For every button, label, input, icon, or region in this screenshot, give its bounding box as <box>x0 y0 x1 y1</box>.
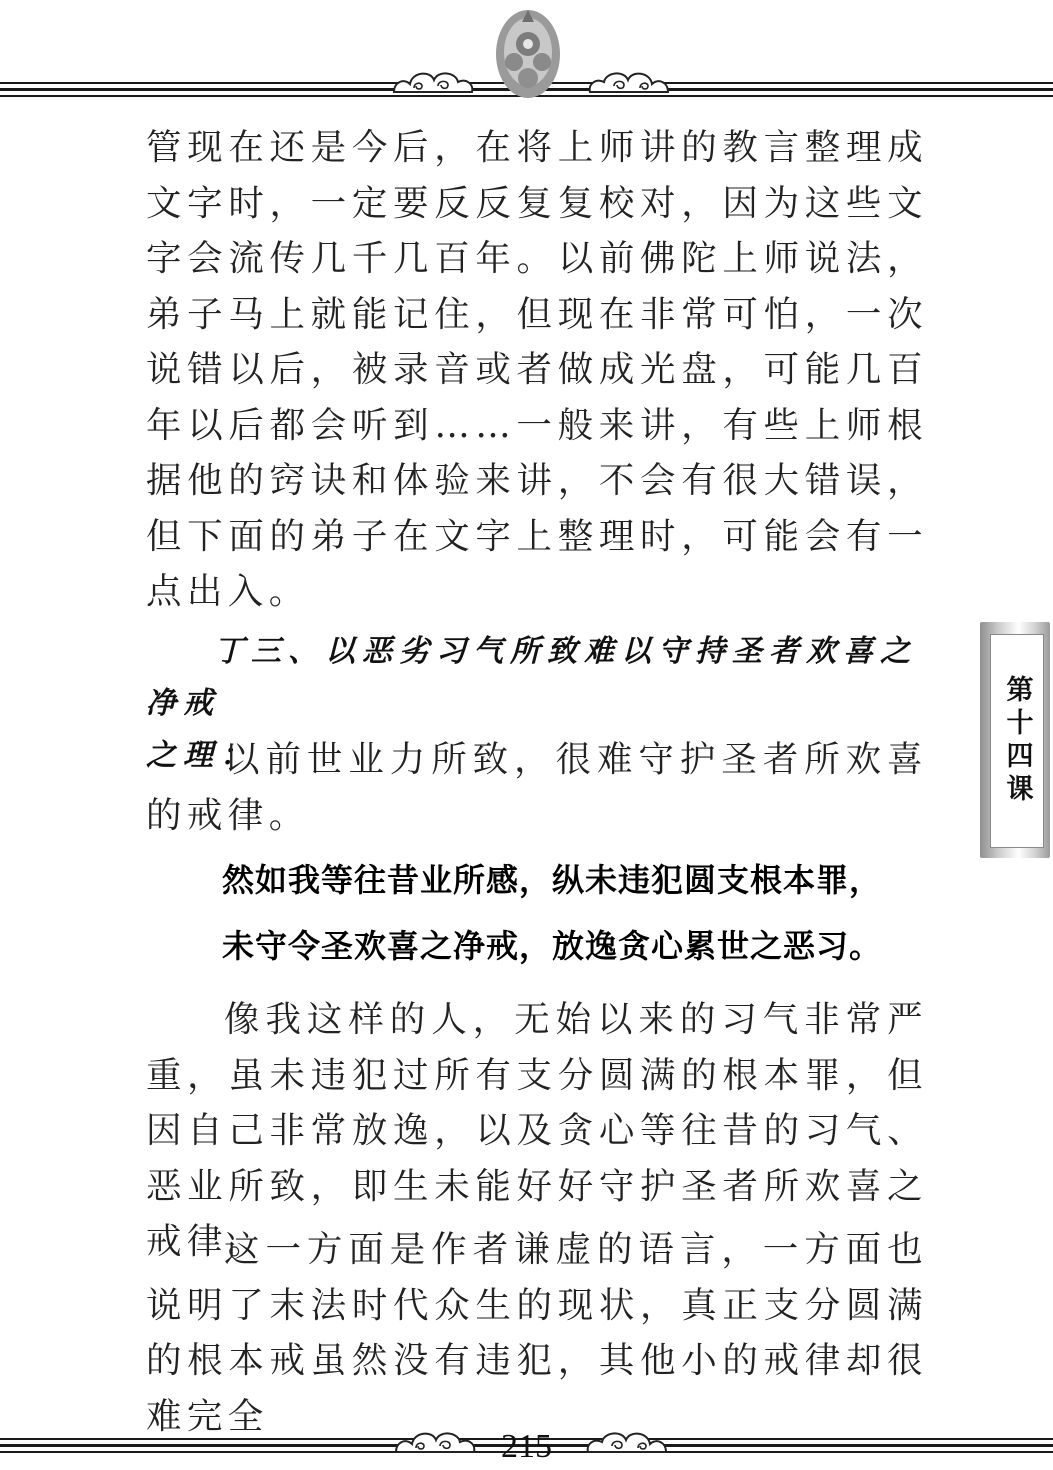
verse-line: 然如我等往昔业所感，纵未违犯圆支根本罪， <box>222 861 883 899</box>
page-number: 215 <box>501 1428 552 1465</box>
body-paragraph: 管现在还是今后，在将上师讲的教言整理成文字时，一定要反反复复校对，因为这些文字会流传几千几百年。以前佛陀上师说法，弟子马上就能记住，但现在非常可怕，一次说错以后，被录音或者做成光盘，可能几百年以后都会听到……一般来讲，有些上师根据他的窍诀和体验来讲，不会有很大错误，但下面的弟子在文字上整理时，可能会有一点出入。 <box>146 127 928 612</box>
body-paragraph: 像我这样的人，无始以来的习气非常严重，虽未违犯过所有支分圆满的根本罪，但因自己非常放逸，以及贪心等往昔的习气、恶业所致，即生未能好好守护圣者所欢喜之戒律。 <box>146 999 928 1262</box>
verse-line: 未守令圣欢喜之净戒，放逸贪心累世之恶习。 <box>222 927 883 965</box>
body-paragraph: 以前世业力所致，很难守护圣者所欢喜的戒律。 <box>146 739 928 836</box>
cloud-icon <box>390 64 476 98</box>
flower-icon <box>490 4 566 104</box>
chapter-side-tab-frame <box>990 634 1044 848</box>
body-paragraph: 这一方面是作者谦虚的语言，一方面也说明了末法时代众生的现状，真正支分圆满的根本戒虽然没有违犯，其他小的戒律却很难完全 <box>146 1229 928 1437</box>
chapter-side-tab <box>980 622 1050 858</box>
section-heading-line: 之理： <box>146 738 257 773</box>
section-heading-line: 丁三、以恶劣习气所致难以守持圣者欢喜之净戒 <box>146 634 917 721</box>
chapter-label: 第十四课 <box>1001 675 1033 807</box>
cloud-icon <box>586 64 672 98</box>
